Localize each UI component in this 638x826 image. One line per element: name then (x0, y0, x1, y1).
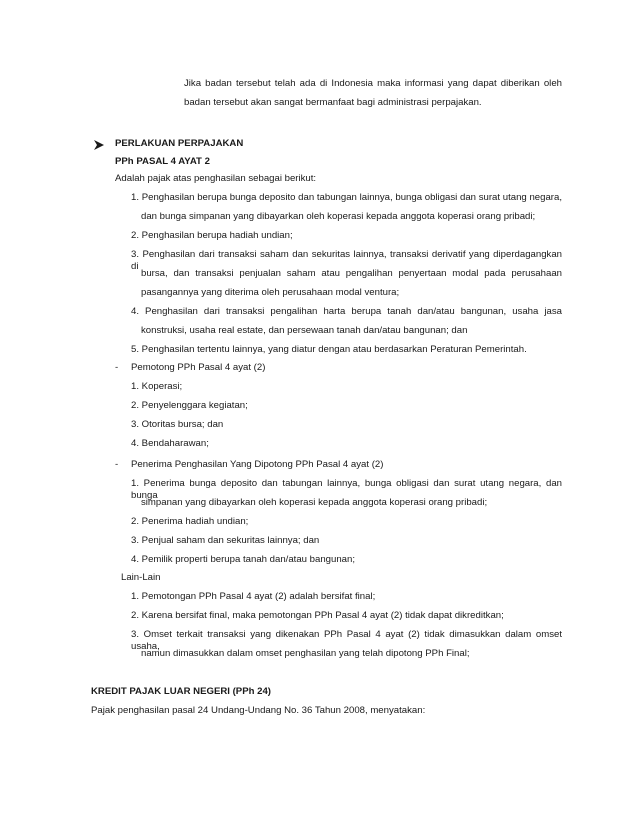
list-item: 1. Penerima bunga deposito dan tabungan lainnya, bunga obligasi dan surat utang negara, dan bunga (131, 478, 562, 501)
section-2-text: Pajak penghasilan pasal 24 Undang-Undang No. 36 Tahun 2008, menyatakan: (91, 705, 426, 716)
intro-line-2: badan tersebut akan sangat bermanfaat bagi administrasi perpajakan. (184, 97, 482, 108)
list-item-continuation: simpanan yang dibayarkan oleh koperasi kepada anggota koperasi orang pribadi; (141, 497, 488, 508)
dash-bullet: - (115, 362, 119, 373)
list-item: 5. Penghasilan tertentu lainnya, yang diatur dengan atau berdasarkan Peraturan Pemerintah. (131, 344, 527, 355)
list-item: 3. Penghasilan dari transaksi saham dan sekuritas lainnya, transaksi derivatif yang diperdagangkan di (131, 249, 562, 272)
list-item: 3. Otoritas bursa; dan (131, 419, 224, 430)
section-subheading: PPh PASAL 4 AYAT 2 (115, 156, 210, 167)
section-heading: PERLAKUAN PERPAJAKAN (115, 138, 244, 149)
list-item: 2. Karena bersifat final, maka pemotongan PPh Pasal 4 ayat (2) tidak dapat dikreditkan; (131, 610, 504, 621)
intro-line-1: Jika badan tersebut telah ada di Indonesia maka informasi yang dapat diberikan oleh (184, 78, 562, 89)
list-item: 1. Penghasilan berupa bunga deposito dan tabungan lainnya, bunga obligasi dan surat utang negara, (131, 192, 562, 203)
list-item-continuation: pasangannya yang diterima oleh perusahaan modal ventura; (141, 287, 400, 298)
list-item: 1. Pemotongan PPh Pasal 4 ayat (2) adalah bersifat final; (131, 591, 376, 602)
section-intro: Adalah pajak atas penghasilan sebagai berikut: (115, 173, 317, 184)
recipient-title: Penerima Penghasilan Yang Dipotong PPh Pasal 4 ayat (2) (131, 459, 384, 470)
list-item-continuation: dan bunga simpanan yang dibayarkan oleh koperasi kepada anggota koperasi orang pribadi; (141, 211, 536, 222)
list-item: 3. Penjual saham dan sekuritas lainnya; dan (131, 535, 320, 546)
dash-bullet: - (115, 459, 119, 470)
list-item-continuation: namun dimasukkan dalam omset penghasilan yang telah dipotong PPh Final; (141, 648, 470, 659)
list-item: 2. Penyelenggara kegiatan; (131, 400, 248, 411)
withholder-title: Pemotong PPh Pasal 4 ayat (2) (131, 362, 266, 373)
list-item: 4. Bendaharawan; (131, 438, 209, 449)
list-item: 1. Koperasi; (131, 381, 183, 392)
list-item: 2. Penerima hadiah undian; (131, 516, 249, 527)
list-item: 4. Pemilik properti berupa tanah dan/atau bangunan; (131, 554, 356, 565)
arrow-bullet-icon (93, 139, 105, 151)
list-item: 4. Penghasilan dari transaksi pengalihan harta berupa tanah dan/atau bangunan, usaha jasa (131, 306, 562, 317)
list-item-continuation: konstruksi, usaha real estate, dan persewaan tanah dan/atau bangunan; dan (141, 325, 468, 336)
other-title: Lain-Lain (121, 572, 161, 583)
list-item: 3. Omset terkait transaksi yang dikenakan PPh Pasal 4 ayat (2) tidak dimasukkan dalam omset usaha, (131, 629, 562, 652)
list-item-continuation: bursa, dan transaksi penjualan saham atau pengalihan penyertaan modal pada perusahaan (141, 268, 562, 279)
list-item: 2. Penghasilan berupa hadiah undian; (131, 230, 293, 241)
section-2-heading: KREDIT PAJAK LUAR NEGERI (PPh 24) (91, 686, 271, 697)
